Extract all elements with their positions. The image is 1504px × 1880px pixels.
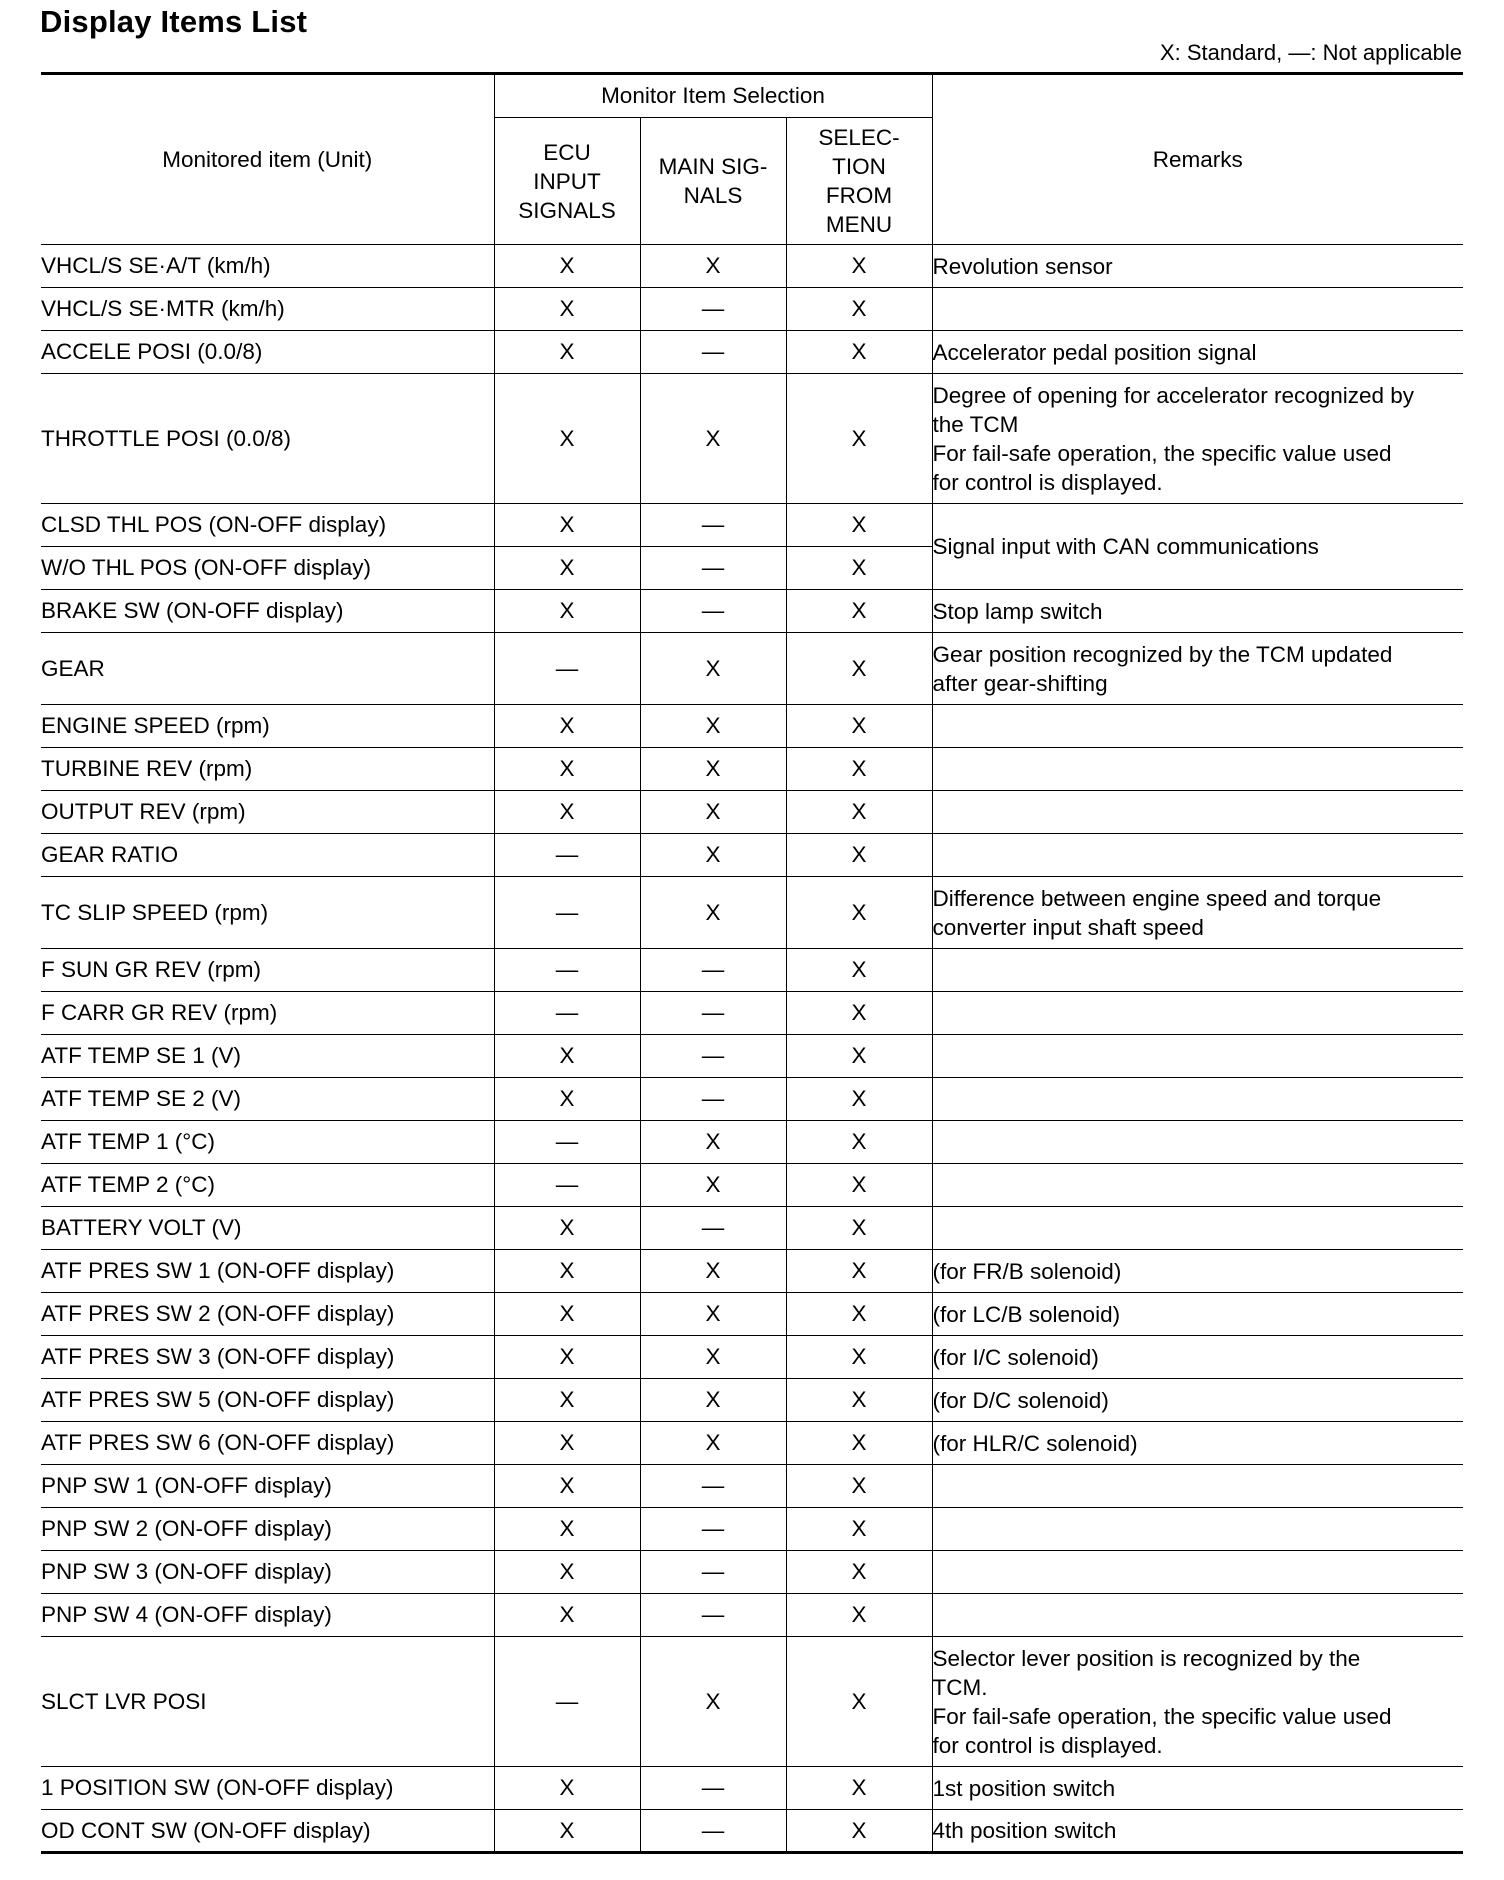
remark-line: (for I/C solenoid) xyxy=(932,1344,1099,1370)
monitored-item-cell: OD CONT SW (ON-OFF display) xyxy=(41,1810,494,1853)
ecu-input-signals-cell: X xyxy=(494,748,640,791)
ecu-input-signals-cell: — xyxy=(494,633,640,705)
main-signals-cell: X xyxy=(640,1121,786,1164)
page-title: Display Items List xyxy=(40,4,308,39)
main-signals-cell: X xyxy=(640,834,786,877)
header-text-line: SIGNALS xyxy=(518,197,616,223)
monitored-item-cell: ATF TEMP 1 (°C) xyxy=(41,1121,494,1164)
legend: X: Standard, —: Not applicable xyxy=(1159,40,1462,65)
remark-line: Stop lamp switch xyxy=(932,598,1103,624)
remark-line: Accelerator pedal position signal xyxy=(932,339,1257,365)
monitored-item-cell: VHCL/S SE·A/T (km/h) xyxy=(41,245,494,288)
remark-line: 1st position switch xyxy=(932,1775,1116,1801)
monitored-item-cell: OUTPUT REV (rpm) xyxy=(41,791,494,834)
monitored-item-cell: VHCL/S SE·MTR (km/h) xyxy=(41,288,494,331)
remarks-cell xyxy=(932,877,1463,949)
monitored-item-cell: ATF TEMP SE 2 (V) xyxy=(41,1078,494,1121)
main-signals-cell: — xyxy=(640,1594,786,1637)
selection-from-menu-cell: X xyxy=(786,547,932,590)
ecu-input-signals-cell: X xyxy=(494,547,640,590)
ecu-input-signals-cell: X xyxy=(494,1551,640,1594)
remark-line: Degree of opening for accelerator recognized by xyxy=(932,382,1415,408)
monitored-item-cell: ATF TEMP SE 1 (V) xyxy=(41,1035,494,1078)
main-signals-cell: X xyxy=(640,791,786,834)
selection-from-menu-cell: X xyxy=(786,1637,932,1767)
table-row xyxy=(41,1551,1463,1594)
ecu-input-signals-cell: X xyxy=(494,1035,640,1078)
header-text-line: MENU xyxy=(825,212,893,237)
main-signals-cell: X xyxy=(640,1250,786,1293)
table-row xyxy=(41,1078,1463,1121)
ecu-input-signals-cell: — xyxy=(494,949,640,992)
table-row xyxy=(41,877,1463,949)
remark-line: (for HLR/C solenoid) xyxy=(932,1430,1138,1456)
header-main-signals xyxy=(640,118,786,245)
ecu-input-signals-cell: X xyxy=(494,245,640,288)
table-row xyxy=(41,590,1463,633)
remark-line: For fail-safe operation, the specific value used xyxy=(932,1703,1392,1729)
table-row xyxy=(41,288,1463,331)
table-row xyxy=(41,1594,1463,1637)
main-signals-cell: — xyxy=(640,331,786,374)
remarks-cell xyxy=(932,1379,1463,1422)
remarks-cell xyxy=(932,1594,1463,1637)
ecu-input-signals-cell: X xyxy=(494,1379,640,1422)
main-signals-cell: X xyxy=(640,705,786,748)
selection-from-menu-cell: X xyxy=(786,949,932,992)
ecu-input-signals-cell: X xyxy=(494,1078,640,1121)
monitored-item-cell: ATF PRES SW 1 (ON-OFF display) xyxy=(41,1250,494,1293)
remark-line: after gear-shifting xyxy=(932,670,1108,696)
table-row xyxy=(41,1336,1463,1379)
selection-from-menu-cell: X xyxy=(786,1508,932,1551)
ecu-input-signals-cell: X xyxy=(494,1767,640,1810)
main-signals-cell: — xyxy=(640,1465,786,1508)
remarks-cell xyxy=(932,1121,1463,1164)
main-signals-cell: X xyxy=(640,633,786,705)
selection-from-menu-cell: X xyxy=(786,504,932,547)
header-selection-from-menu xyxy=(786,118,932,245)
selection-from-menu-cell: X xyxy=(786,992,932,1035)
header-text-line: ECU xyxy=(543,139,591,165)
table-row xyxy=(41,1164,1463,1207)
table-row xyxy=(41,633,1463,705)
selection-from-menu-cell: X xyxy=(786,1594,932,1637)
monitored-item-cell: ATF PRES SW 3 (ON-OFF display) xyxy=(41,1336,494,1379)
ecu-input-signals-cell: X xyxy=(494,288,640,331)
main-signals-cell: — xyxy=(640,504,786,547)
ecu-input-signals-cell: — xyxy=(494,992,640,1035)
remarks-cell xyxy=(932,288,1463,331)
selection-from-menu-cell: X xyxy=(786,1078,932,1121)
table-row xyxy=(41,504,1463,547)
monitored-item-cell: THROTTLE POSI (0.0/8) xyxy=(41,374,494,504)
remarks-cell xyxy=(932,590,1463,633)
main-signals-cell: X xyxy=(640,1293,786,1336)
ecu-input-signals-cell: X xyxy=(494,1250,640,1293)
remarks-cell xyxy=(932,1336,1463,1379)
selection-from-menu-cell: X xyxy=(786,374,932,504)
remark-line: Difference between engine speed and torque xyxy=(932,885,1382,911)
header-monitored-item: Monitored item (Unit) xyxy=(41,74,494,245)
main-signals-cell: X xyxy=(640,1336,786,1379)
main-signals-cell: — xyxy=(640,1078,786,1121)
selection-from-menu-cell: X xyxy=(786,877,932,949)
monitored-item-cell: GEAR xyxy=(41,633,494,705)
selection-from-menu-cell: X xyxy=(786,245,932,288)
remarks-cell xyxy=(932,705,1463,748)
monitored-item-cell: PNP SW 3 (ON-OFF display) xyxy=(41,1551,494,1594)
remarks-cell xyxy=(932,1035,1463,1078)
main-signals-cell: — xyxy=(640,949,786,992)
ecu-input-signals-cell: X xyxy=(494,1207,640,1250)
table-row xyxy=(41,374,1463,504)
table-row xyxy=(41,1207,1463,1250)
header-text-line: FROM xyxy=(825,183,893,208)
selection-from-menu-cell: X xyxy=(786,748,932,791)
remarks-cell xyxy=(932,834,1463,877)
main-signals-cell: — xyxy=(640,1508,786,1551)
remark-line: Gear position recognized by the TCM updated xyxy=(932,641,1393,667)
remark-line: TCM. xyxy=(932,1674,988,1700)
selection-from-menu-cell: X xyxy=(786,1293,932,1336)
remark-line: converter input shaft speed xyxy=(932,914,1204,940)
table-row xyxy=(41,245,1463,288)
header-text-line: NALS xyxy=(683,183,743,208)
ecu-input-signals-cell: X xyxy=(494,1422,640,1465)
remark-line: (for FR/B solenoid) xyxy=(932,1258,1122,1284)
main-signals-cell: X xyxy=(640,374,786,504)
monitored-item-cell: SLCT LVR POSI xyxy=(41,1637,494,1767)
ecu-input-signals-cell: X xyxy=(494,1293,640,1336)
remarks-cell xyxy=(932,1637,1463,1767)
table-row xyxy=(41,331,1463,374)
ecu-input-signals-cell: — xyxy=(494,1121,640,1164)
monitored-item-cell: CLSD THL POS (ON-OFF display) xyxy=(41,504,494,547)
table-row xyxy=(41,1508,1463,1551)
ecu-input-signals-cell: X xyxy=(494,504,640,547)
main-signals-cell: X xyxy=(640,1164,786,1207)
table-row xyxy=(41,992,1463,1035)
table-row xyxy=(41,705,1463,748)
table-row xyxy=(41,1637,1463,1767)
remarks-cell xyxy=(932,1810,1463,1853)
main-signals-cell: X xyxy=(640,1379,786,1422)
ecu-input-signals-cell: X xyxy=(494,1508,640,1551)
monitored-item-cell: GEAR RATIO xyxy=(41,834,494,877)
table-row xyxy=(41,1379,1463,1422)
remarks-cell xyxy=(932,1250,1463,1293)
remarks-cell xyxy=(932,504,1463,590)
selection-from-menu-cell: X xyxy=(786,633,932,705)
table-row xyxy=(41,748,1463,791)
ecu-input-signals-cell: X xyxy=(494,590,640,633)
ecu-input-signals-cell: X xyxy=(494,1465,640,1508)
selection-from-menu-cell: X xyxy=(786,1121,932,1164)
ecu-input-signals-cell: X xyxy=(494,1594,640,1637)
monitored-item-cell: BATTERY VOLT (V) xyxy=(41,1207,494,1250)
remarks-cell xyxy=(932,245,1463,288)
monitored-item-cell: 1 POSITION SW (ON-OFF display) xyxy=(41,1767,494,1810)
monitored-item-cell: TURBINE REV (rpm) xyxy=(41,748,494,791)
main-signals-cell: X xyxy=(640,877,786,949)
table-row xyxy=(41,1767,1463,1810)
main-signals-cell: — xyxy=(640,590,786,633)
remarks-cell xyxy=(932,1422,1463,1465)
remarks-cell xyxy=(932,331,1463,374)
table-row xyxy=(41,1293,1463,1336)
ecu-input-signals-cell: X xyxy=(494,1810,640,1853)
header-remarks: Remarks xyxy=(932,74,1463,245)
remarks-cell xyxy=(932,949,1463,992)
remarks-cell xyxy=(932,1508,1463,1551)
ecu-input-signals-cell: X xyxy=(494,1336,640,1379)
remarks-cell xyxy=(932,748,1463,791)
ecu-input-signals-cell: X xyxy=(494,331,640,374)
remarks-cell xyxy=(932,1551,1463,1594)
table-row xyxy=(41,1035,1463,1078)
remark-line: (for LC/B solenoid) xyxy=(932,1301,1121,1327)
ecu-input-signals-cell: — xyxy=(494,834,640,877)
selection-from-menu-cell: X xyxy=(786,288,932,331)
main-signals-cell: X xyxy=(640,1637,786,1767)
selection-from-menu-cell: X xyxy=(786,791,932,834)
remark-line: for control is displayed. xyxy=(932,1732,1163,1758)
table-row xyxy=(41,1422,1463,1465)
table-row xyxy=(41,1810,1463,1853)
selection-from-menu-cell: X xyxy=(786,1465,932,1508)
remarks-cell xyxy=(932,1465,1463,1508)
ecu-input-signals-cell: X xyxy=(494,705,640,748)
selection-from-menu-cell: X xyxy=(786,1336,932,1379)
main-signals-cell: — xyxy=(640,547,786,590)
remarks-cell xyxy=(932,1078,1463,1121)
monitored-item-cell: PNP SW 4 (ON-OFF display) xyxy=(41,1594,494,1637)
header-text-line: INPUT xyxy=(533,168,601,194)
remark-line: Revolution sensor xyxy=(932,253,1113,279)
header-text-line: SELEC- xyxy=(818,125,900,150)
selection-from-menu-cell: X xyxy=(786,1767,932,1810)
main-signals-cell: — xyxy=(640,1810,786,1853)
monitored-item-cell: ATF PRES SW 6 (ON-OFF display) xyxy=(41,1422,494,1465)
monitored-item-cell: ACCELE POSI (0.0/8) xyxy=(41,331,494,374)
selection-from-menu-cell: X xyxy=(786,1035,932,1078)
selection-from-menu-cell: X xyxy=(786,1551,932,1594)
ecu-input-signals-cell: X xyxy=(494,791,640,834)
remarks-cell xyxy=(932,992,1463,1035)
remark-line: 4th position switch xyxy=(932,1818,1117,1843)
table-row xyxy=(41,1250,1463,1293)
remarks-cell xyxy=(932,1767,1463,1810)
selection-from-menu-cell: X xyxy=(786,590,932,633)
table-row xyxy=(41,1465,1463,1508)
monitored-item-cell: ATF PRES SW 2 (ON-OFF display) xyxy=(41,1293,494,1336)
main-signals-cell: X xyxy=(640,245,786,288)
table-row xyxy=(41,791,1463,834)
ecu-input-signals-cell: — xyxy=(494,1637,640,1767)
selection-from-menu-cell: X xyxy=(786,705,932,748)
remarks-cell xyxy=(932,1293,1463,1336)
main-signals-cell: — xyxy=(640,288,786,331)
monitored-item-cell: BRAKE SW (ON-OFF display) xyxy=(41,590,494,633)
remark-line: (for D/C solenoid) xyxy=(932,1387,1109,1413)
remarks-cell xyxy=(932,1207,1463,1250)
table-row xyxy=(41,834,1463,877)
header-text-line: MAIN SIG- xyxy=(658,154,768,179)
remarks-cell xyxy=(932,374,1463,504)
main-signals-cell: — xyxy=(640,1551,786,1594)
remarks-cell xyxy=(932,791,1463,834)
remark-line: Selector lever position is recognized by the xyxy=(932,1645,1361,1671)
main-signals-cell: X xyxy=(640,1422,786,1465)
selection-from-menu-cell: X xyxy=(786,1810,932,1853)
monitored-item-cell: W/O THL POS (ON-OFF display) xyxy=(41,547,494,590)
main-signals-cell: — xyxy=(640,992,786,1035)
monitored-item-cell: ATF TEMP 2 (°C) xyxy=(41,1164,494,1207)
table-row xyxy=(41,1121,1463,1164)
remarks-cell xyxy=(932,633,1463,705)
ecu-input-signals-cell: — xyxy=(494,1164,640,1207)
header-ecu-input-signals xyxy=(494,118,640,245)
remarks-cell xyxy=(932,1164,1463,1207)
ecu-input-signals-cell: X xyxy=(494,374,640,504)
remark-line: the TCM xyxy=(932,411,1019,437)
main-signals-cell: X xyxy=(640,748,786,791)
monitored-item-cell: F CARR GR REV (rpm) xyxy=(41,992,494,1035)
monitored-item-cell: TC SLIP SPEED (rpm) xyxy=(41,877,494,949)
selection-from-menu-cell: X xyxy=(786,331,932,374)
display-items-table xyxy=(41,72,1463,1854)
selection-from-menu-cell: X xyxy=(786,1422,932,1465)
monitored-item-cell: PNP SW 2 (ON-OFF display) xyxy=(41,1508,494,1551)
remark-line: for control is displayed. xyxy=(932,469,1163,495)
ecu-input-signals-cell: — xyxy=(494,877,640,949)
monitored-item-cell: ATF PRES SW 5 (ON-OFF display) xyxy=(41,1379,494,1422)
main-signals-cell: — xyxy=(640,1035,786,1078)
monitored-item-cell: PNP SW 1 (ON-OFF display) xyxy=(41,1465,494,1508)
table-row xyxy=(41,949,1463,992)
selection-from-menu-cell: X xyxy=(786,1250,932,1293)
selection-from-menu-cell: X xyxy=(786,834,932,877)
header-monitor-item-selection: Monitor Item Selection xyxy=(494,74,932,118)
selection-from-menu-cell: X xyxy=(786,1164,932,1207)
monitored-item-cell: F SUN GR REV (rpm) xyxy=(41,949,494,992)
main-signals-cell: — xyxy=(640,1767,786,1810)
selection-from-menu-cell: X xyxy=(786,1379,932,1422)
remark-line: Signal input with CAN communications xyxy=(932,534,1319,559)
header-text-line: TION xyxy=(832,154,886,179)
monitored-item-cell: ENGINE SPEED (rpm) xyxy=(41,705,494,748)
main-signals-cell: — xyxy=(640,1207,786,1250)
selection-from-menu-cell: X xyxy=(786,1207,932,1250)
remark-line: For fail-safe operation, the specific value used xyxy=(932,440,1392,466)
